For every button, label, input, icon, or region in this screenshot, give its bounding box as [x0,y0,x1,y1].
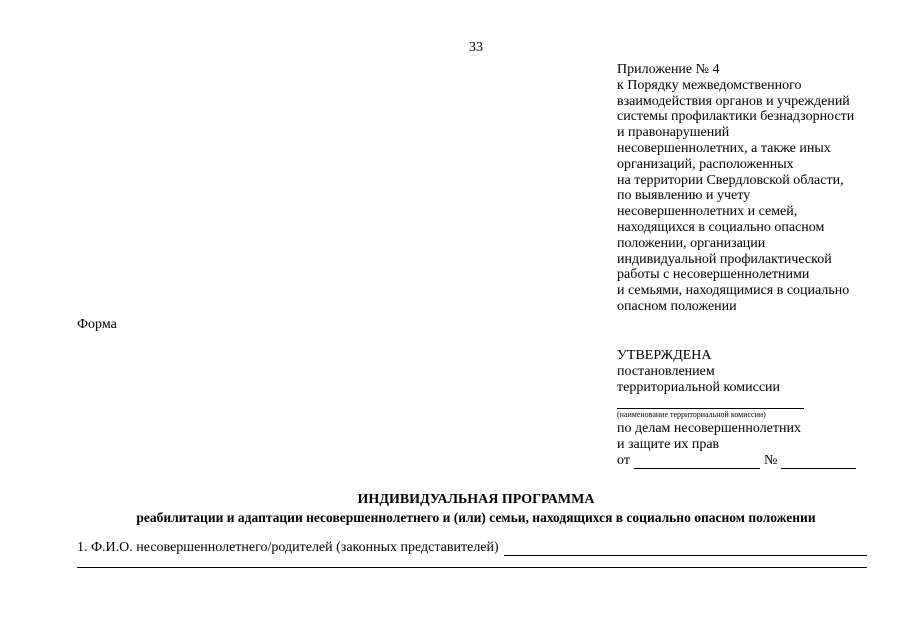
appendix-line: находящихся в социально опасном [617,219,825,235]
program-subtitle: реабилитации и адаптации несовершеннолетнего и (или) семьи, находящихся в социально опасном положении [136,510,816,525]
field-item-1 [77,540,867,556]
approval-line: по делам несовершеннолетних [617,421,801,436]
approval-block [617,348,877,469]
approval-line: постановлением [617,364,715,379]
approval-line: и защите их прав [617,437,720,452]
field-item-1-blank-continuation[interactable] [77,567,867,568]
appendix-line: опасном положении [617,298,737,314]
field-item-1-label: 1. Ф.И.О. несовершеннолетнего/родителей (законных представителей) [77,540,499,555]
appendix-line: несовершеннолетних, а также иных [617,140,831,156]
number-blank[interactable] [781,456,856,469]
approval-heading: УТВЕРЖДЕНА [617,348,712,363]
number-sign: № [763,453,778,468]
date-number-row [617,453,877,469]
commission-name-caption: (наименование территориальной комиссии) [617,410,766,419]
date-blank[interactable] [634,456,760,469]
appendix-line: и семьями, находящимися в социально [617,283,850,299]
appendix-line: на территории Свердловской области, [617,172,844,188]
appendix-line: взаимодействия органов и учреждений [617,93,850,109]
commission-name-blank[interactable] [617,396,804,409]
appendix-line: организаций, расположенных [617,156,794,172]
appendix-line: к Порядку межведомственного [617,77,802,93]
appendix-line: Приложение № 4 [617,62,720,77]
program-title: ИНДИВИДУАЛЬНАЯ ПРОГРАММА [357,492,595,507]
date-prefix: от [617,453,630,468]
appendix-line: несовершеннолетних и семей, [617,204,798,220]
appendix-line: и правонарушений [617,125,730,141]
appendix-line: индивидуальной профилактической [617,251,832,267]
appendix-line: системы профилактики безнадзорности [617,109,855,125]
approval-line: территориальной комиссии [617,380,781,395]
page-number: 33 [469,40,483,55]
appendix-line: положении, организации [617,235,766,251]
appendix-line: работы с несовершеннолетними [617,267,810,283]
appendix-line: по выявлению и учету [617,188,751,204]
appendix-block [617,62,892,315]
field-item-1-blank[interactable] [504,542,867,556]
form-label: Форма [77,317,117,332]
